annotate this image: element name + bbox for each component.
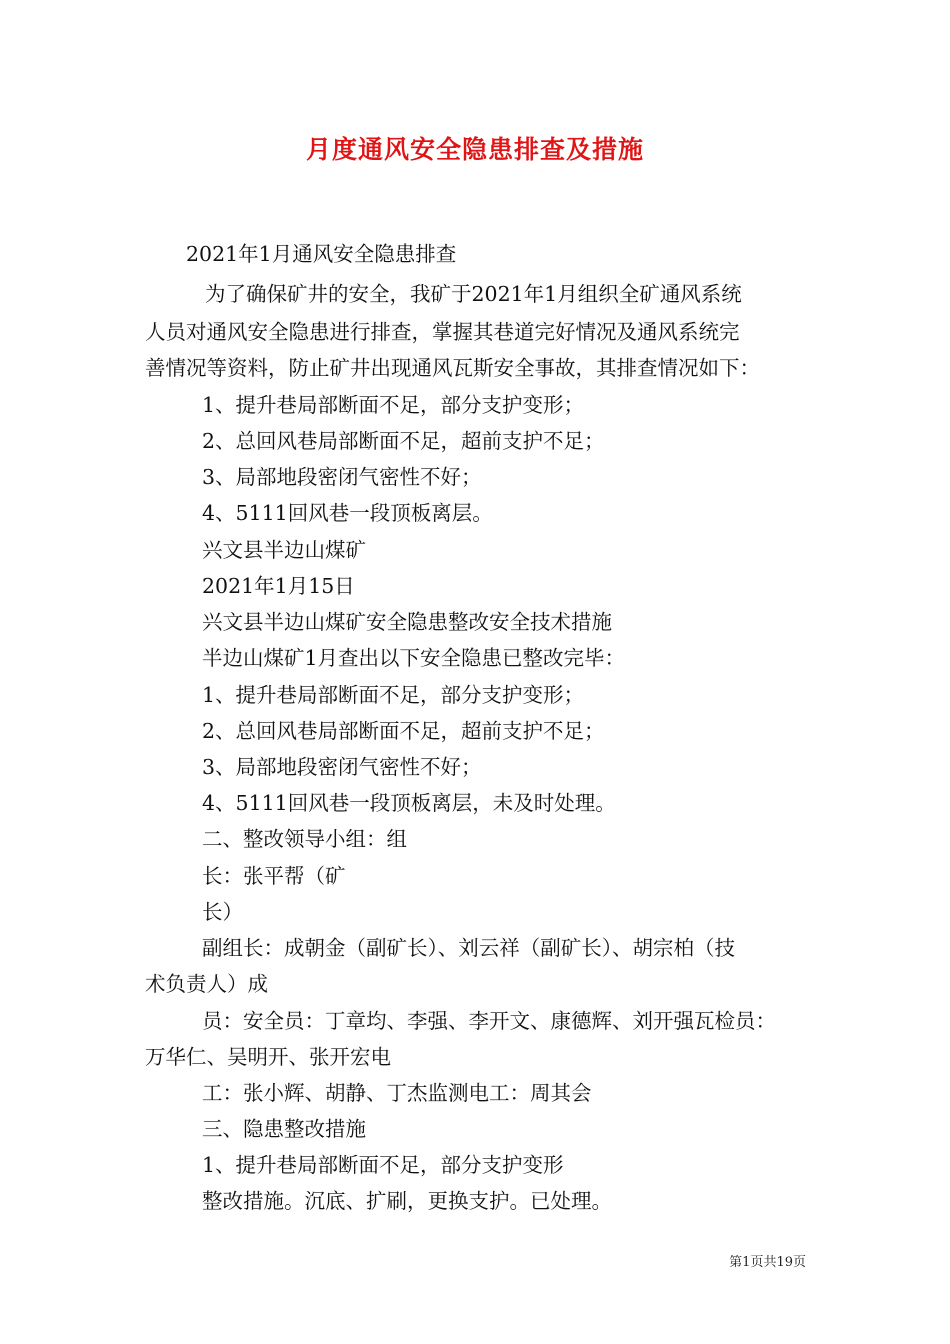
- paragraph-line: 善情况等资料，防止矿井出现通风瓦斯安全事故，其排查情况如下：: [145, 356, 760, 380]
- signature-org: 兴文县半边山煤矿: [202, 538, 366, 562]
- paragraph-line: 万华仁、吴明开、张开宏电: [145, 1045, 391, 1069]
- paragraph-line: 工：张小辉、胡静、丁杰监测电工：周其会: [202, 1081, 592, 1105]
- paragraph-line: 长）: [202, 900, 243, 924]
- list-item: 4、5111回风巷一段顶板离层。: [202, 501, 493, 525]
- list-item: 3、局部地段密闭气密性不好；: [202, 755, 482, 779]
- section-heading: 三、隐患整改措施: [202, 1117, 366, 1141]
- paragraph-line: 为了确保矿井的安全，我矿于2021年1月组织全矿通风系统: [205, 282, 742, 306]
- section-heading: 二、整改领导小组：组: [202, 827, 407, 851]
- paragraph-line: 半边山煤矿1月查出以下安全隐患已整改完毕：: [202, 646, 626, 670]
- paragraph-line: 人员对通风安全隐患进行排查，掌握其巷道完好情况及通风系统完: [145, 320, 740, 344]
- list-item: 3、局部地段密闭气密性不好；: [202, 465, 482, 489]
- section-heading: 兴文县半边山煤矿安全隐患整改安全技术措施: [202, 610, 612, 634]
- paragraph-line: 术负责人）成: [145, 972, 268, 996]
- signature-date: 2021年1月15日: [202, 574, 355, 598]
- list-item: 1、提升巷局部断面不足，部分支护变形；: [202, 393, 585, 417]
- list-item: 1、提升巷局部断面不足，部分支护变形: [202, 1153, 564, 1177]
- paragraph-line: 副组长：成朝金（副矿长）、刘云祥（副矿长）、胡宗柏（技: [202, 936, 735, 960]
- paragraph-line: 长：张平帮（矿: [202, 864, 346, 888]
- list-item: 4、5111回风巷一段顶板离层，未及时处理。: [202, 791, 616, 815]
- list-item: 2、总回风巷局部断面不足，超前支护不足；: [202, 719, 605, 743]
- document-title: 月度通风安全隐患排查及措施: [305, 135, 644, 164]
- page-number: 第1页共19页: [729, 1255, 806, 1270]
- section-heading: 2021年1月通风安全隐患排查: [186, 242, 457, 266]
- list-item: 2、总回风巷局部断面不足，超前支护不足；: [202, 429, 605, 453]
- list-item: 1、提升巷局部断面不足，部分支护变形；: [202, 683, 585, 707]
- paragraph-line: 整改措施。沉底、扩刷，更换支护。已处理。: [202, 1189, 612, 1213]
- paragraph-line: 员：安全员：丁章均、李强、李开文、康德辉、刘开强瓦检员：: [202, 1009, 776, 1033]
